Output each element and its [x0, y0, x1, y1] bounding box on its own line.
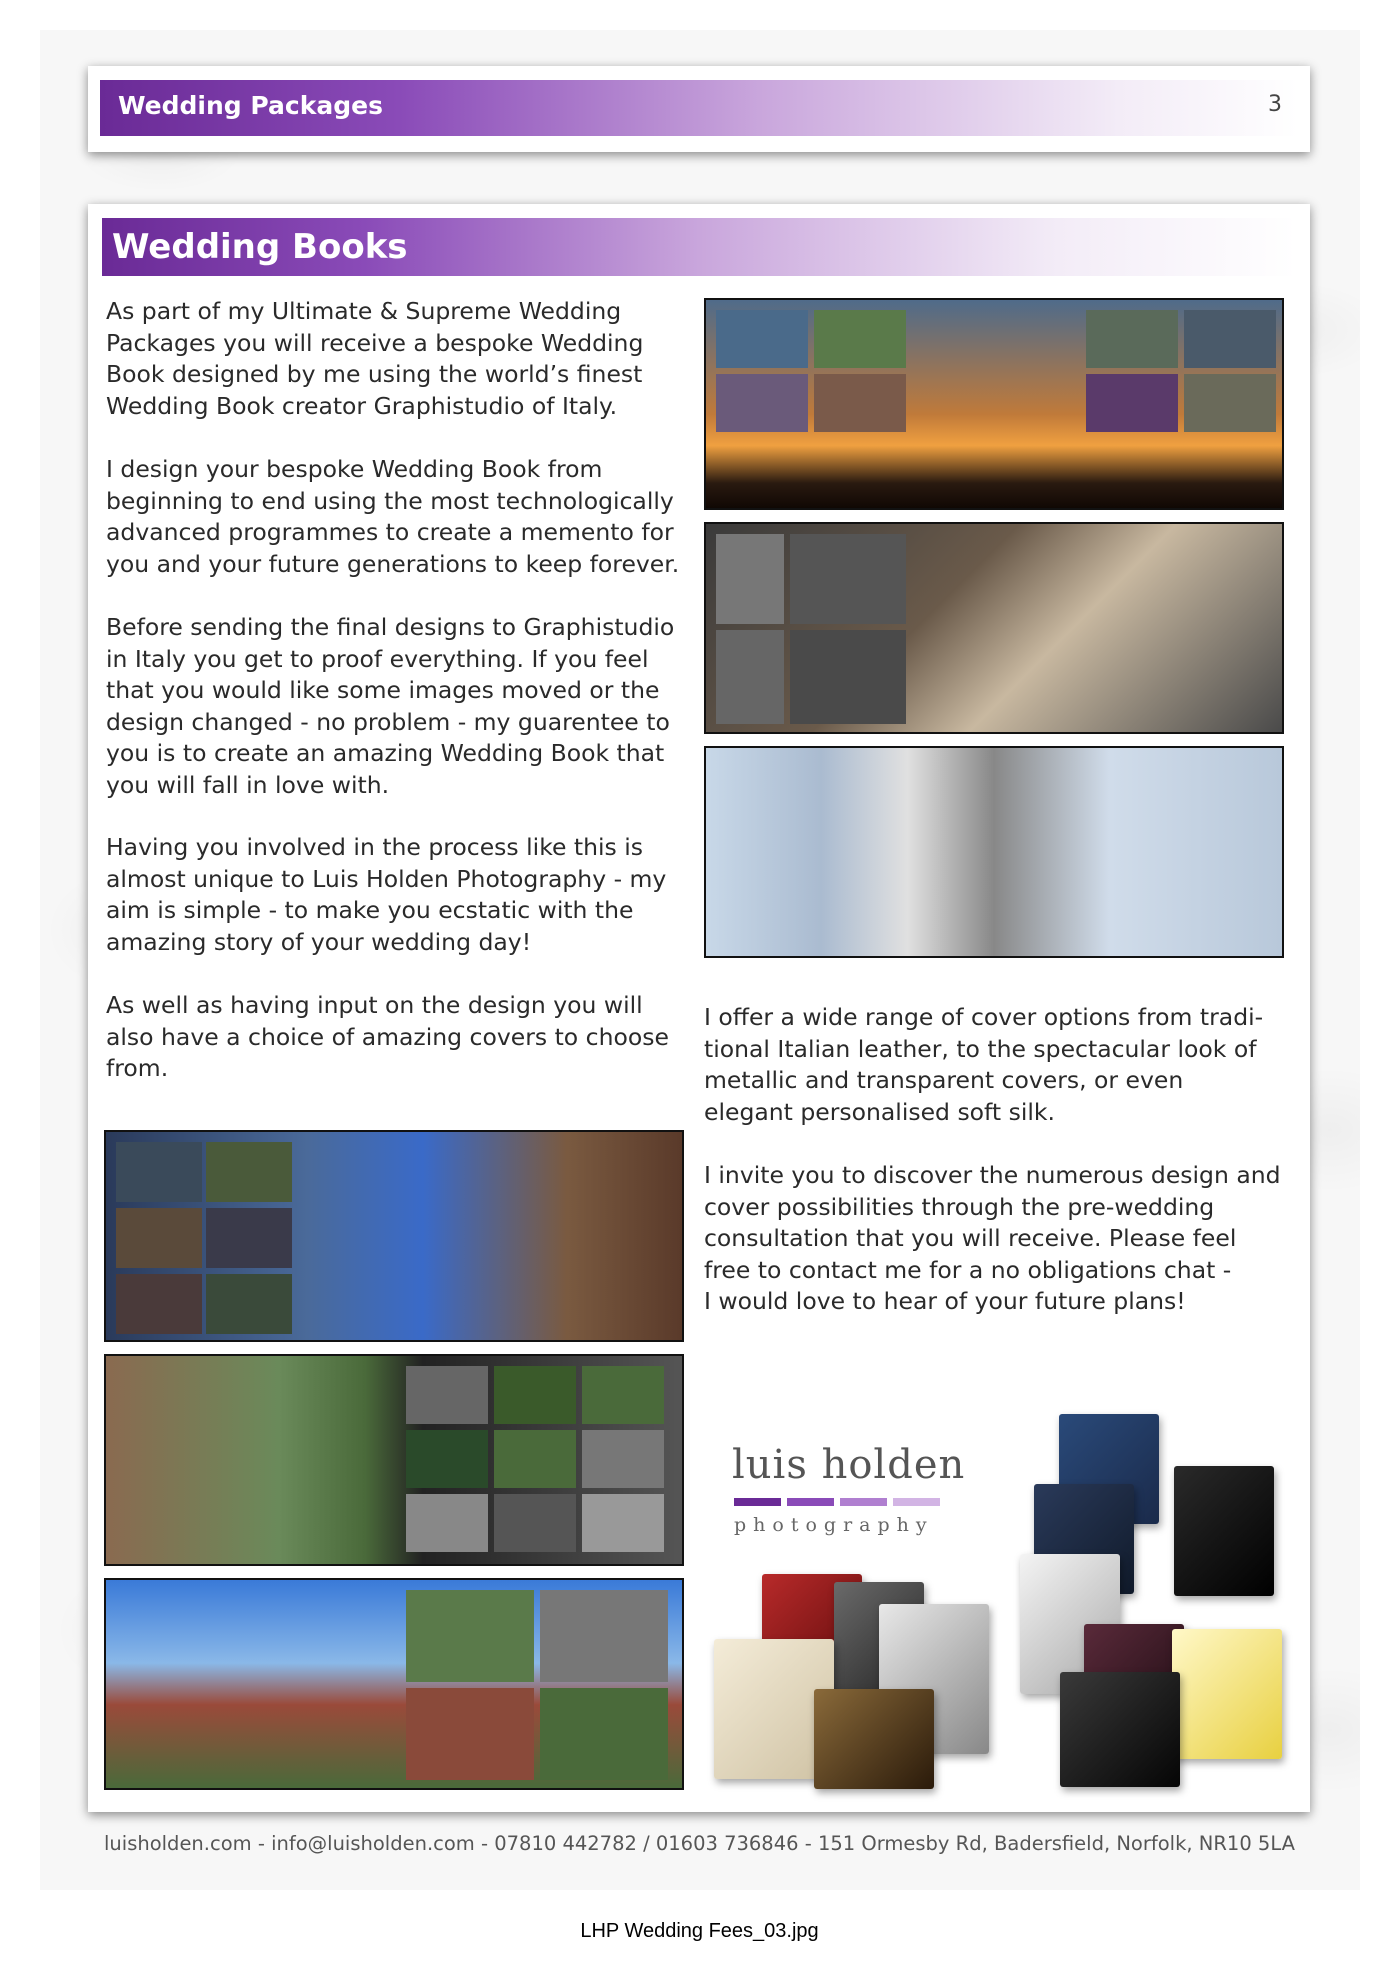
photo-tile	[582, 1366, 664, 1424]
album-cover-sepia	[814, 1689, 934, 1789]
logo-name: luis holden	[732, 1442, 966, 1488]
album-spread-garden-photo	[104, 1354, 684, 1566]
design-paragraph: I design your bespoke Wedding Book from beginning to end using the most technologically advanced programmes to create a memento for you and your future generations to keep forever.	[106, 455, 680, 578]
involvement-paragraph: Having you involved in the process like this is almost unique to Luis Holden Photography - my aim is simple - to make you ecstatic with the amazing story of your wedding day!	[106, 833, 667, 956]
photo-tile	[1086, 374, 1178, 432]
photo-tile	[716, 630, 784, 724]
header-title: Wedding Packages	[118, 91, 383, 120]
logo-bar	[734, 1498, 781, 1506]
photo-tile	[494, 1494, 576, 1552]
footer-contact: luisholden.com - info@luisholden.com - 07810 442782 / 01603 736846 - 151 Ormesby Rd, Badersfield, Norfolk, NR10 5LA	[104, 1832, 1295, 1855]
photo-tile	[1184, 310, 1276, 368]
header-card	[88, 66, 1310, 152]
cover-options-paragraph: I offer a wide range of cover options from tradi- tional Italian leather, to the spectacular look of metallic and transparent covers, or even elegant personalised soft silk.	[704, 1003, 1264, 1126]
album-spread-manor-photo	[104, 1578, 684, 1790]
header-bar	[100, 80, 1298, 136]
photo-tile	[406, 1590, 534, 1682]
album-spread-wedding-car-photo	[104, 1130, 684, 1342]
album-spread-staircase-photo	[704, 746, 1284, 958]
photo-tile	[814, 310, 906, 368]
page-number: 3	[1268, 92, 1282, 117]
photo-tile	[1184, 374, 1276, 432]
photo-tile	[790, 630, 906, 724]
album-spread-church-exit-photo	[704, 522, 1284, 734]
section-title: Wedding Books	[112, 227, 408, 267]
album-cover-gold	[1172, 1629, 1282, 1759]
photo-tile	[406, 1494, 488, 1552]
photo-tile	[406, 1366, 488, 1424]
photo-tile	[406, 1688, 534, 1780]
section-bar	[102, 218, 1296, 276]
logo-bar	[840, 1498, 887, 1506]
logo-bars	[734, 1498, 940, 1506]
album-spread-sunset-photo	[704, 298, 1284, 510]
photo-tile	[582, 1430, 664, 1488]
logo-subtitle: photography	[734, 1514, 934, 1536]
photo-tile	[116, 1274, 202, 1334]
intro-paragraph: As part of my Ultimate & Supreme Wedding Packages you will receive a bespoke Wedding Book designed by me using the world’s finest Wedding Book creator Graphistudio of Italy.	[106, 297, 644, 420]
consultation-paragraph: I invite you to discover the numerous design and cover possibilities through the pre-wedding consultation that you will receive. Please feel free to contact me for a no obligations chat - I would love to hear of your future plans!	[704, 1161, 1281, 1316]
photo-tile	[206, 1208, 292, 1268]
logo-bar	[787, 1498, 834, 1506]
photo-tile	[206, 1142, 292, 1202]
photo-tile	[116, 1208, 202, 1268]
photo-tile	[406, 1430, 488, 1488]
photo-tile	[814, 374, 906, 432]
album-cover-black-small	[1174, 1466, 1274, 1596]
photo-tile	[494, 1366, 576, 1424]
logo-bar	[893, 1498, 940, 1506]
photo-tile	[582, 1494, 664, 1552]
file-caption: LHP Wedding Fees_03.jpg	[580, 1920, 819, 1942]
proof-paragraph: Before sending the final designs to Graphistudio in Italy you get to proof everything. If you feel that you would like some images moved or the design changed - no problem - my guarentee to you is to create an amazing Wedding Book that you will fall in love with.	[106, 613, 675, 799]
photo-tile	[206, 1274, 292, 1334]
photo-tile	[790, 534, 906, 624]
photo-tile	[716, 310, 808, 368]
photo-tile	[540, 1590, 668, 1682]
photo-tile	[116, 1142, 202, 1202]
album-covers-promo	[704, 1404, 1294, 1792]
album-cover-black-large	[1060, 1672, 1180, 1787]
photo-tile	[1086, 310, 1178, 368]
photo-tile	[494, 1430, 576, 1488]
photo-tile	[716, 534, 784, 624]
photo-tile	[716, 374, 808, 432]
photo-tile	[540, 1688, 668, 1780]
covers-intro-paragraph: As well as having input on the design you will also have a choice of amazing covers to choose from.	[106, 991, 669, 1083]
main-card	[88, 204, 1310, 1812]
